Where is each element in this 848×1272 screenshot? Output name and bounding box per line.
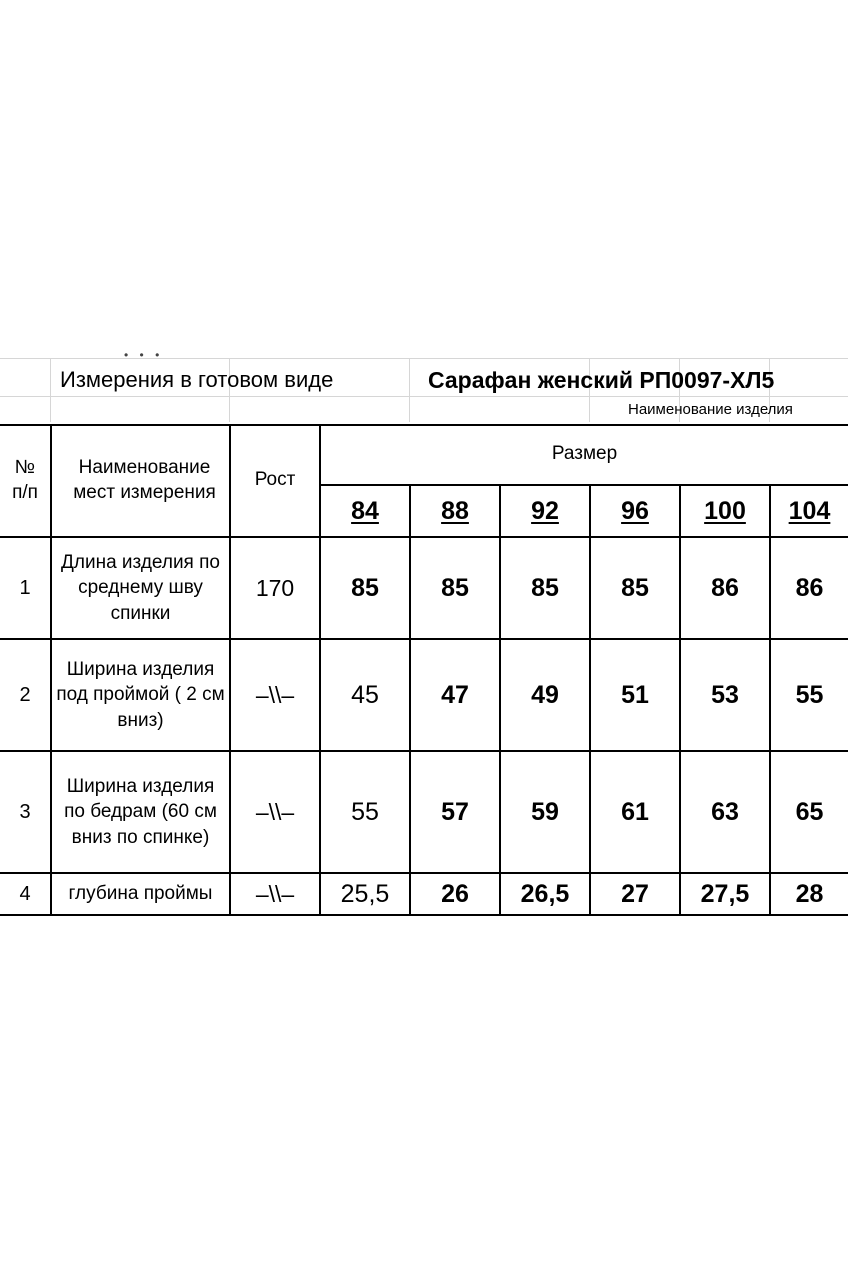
col-header-size: Размер <box>551 443 618 465</box>
measurement-value: 86 <box>711 573 739 602</box>
measurement-value: 25,5 <box>340 879 390 908</box>
measurement-value: 61 <box>621 797 649 826</box>
measurement-value: 49 <box>531 680 559 709</box>
measurement-value: 59 <box>531 797 559 826</box>
sheet-title: Измерения в готовом виде <box>60 367 334 392</box>
size-104: 104 <box>788 496 831 525</box>
measurement-name: Длина изделия по среднему шву спинки <box>61 552 220 624</box>
measurement-value: 55 <box>351 797 379 826</box>
measurement-value: 86 <box>795 573 824 602</box>
product-title: Сарафан женский РП0097-ХЛ5 <box>428 366 775 393</box>
product-caption: Наименование изделия <box>628 400 793 418</box>
row-number: 1 <box>19 576 31 599</box>
measurement-value: 45 <box>351 680 379 709</box>
size-96: 96 <box>621 496 649 525</box>
measurement-value: 85 <box>351 573 379 602</box>
row-number: 4 <box>19 882 31 905</box>
measurement-value: 26 <box>441 879 469 908</box>
height-value: –\\– <box>255 798 295 825</box>
size-84: 84 <box>351 496 379 525</box>
measurement-value: 47 <box>441 680 469 709</box>
measurement-value: 57 <box>441 797 469 826</box>
measurement-value: 28 <box>795 879 824 908</box>
cell-artifact: • • • <box>124 348 164 362</box>
measurement-value: 27 <box>621 879 649 908</box>
measurement-name: Ширина изделия под проймой ( 2 см вниз) <box>56 659 225 731</box>
size-92: 92 <box>531 496 559 525</box>
row-number: 2 <box>19 683 31 706</box>
size-88: 88 <box>441 496 469 525</box>
measurement-value: 55 <box>795 680 824 709</box>
measurement-value: 85 <box>531 573 559 602</box>
col-header-height: Рост <box>254 469 296 491</box>
measurement-name: Ширина изделия по бедрам (60 см вниз по спинке) <box>64 776 217 848</box>
measurement-value: 53 <box>711 680 739 709</box>
col-header-number: № п/п <box>12 456 38 503</box>
measurement-value: 26,5 <box>520 879 570 908</box>
height-value: –\\– <box>255 880 295 907</box>
measurement-sheet <box>0 340 848 940</box>
height-value: –\\– <box>255 681 295 708</box>
table-border-bottom <box>0 914 848 916</box>
measurement-value: 27,5 <box>700 879 750 908</box>
measurement-value: 85 <box>621 573 649 602</box>
measurement-value: 65 <box>795 797 824 826</box>
height-value: 170 <box>255 574 295 601</box>
measurement-value: 85 <box>441 573 469 602</box>
measurement-value: 63 <box>711 797 739 826</box>
measurement-value: 51 <box>621 680 649 709</box>
size-100: 100 <box>704 496 746 525</box>
measurement-name: глубина проймы <box>68 883 213 905</box>
col-header-name: Наименование мест измерения <box>73 456 216 503</box>
row-number: 3 <box>19 800 31 823</box>
